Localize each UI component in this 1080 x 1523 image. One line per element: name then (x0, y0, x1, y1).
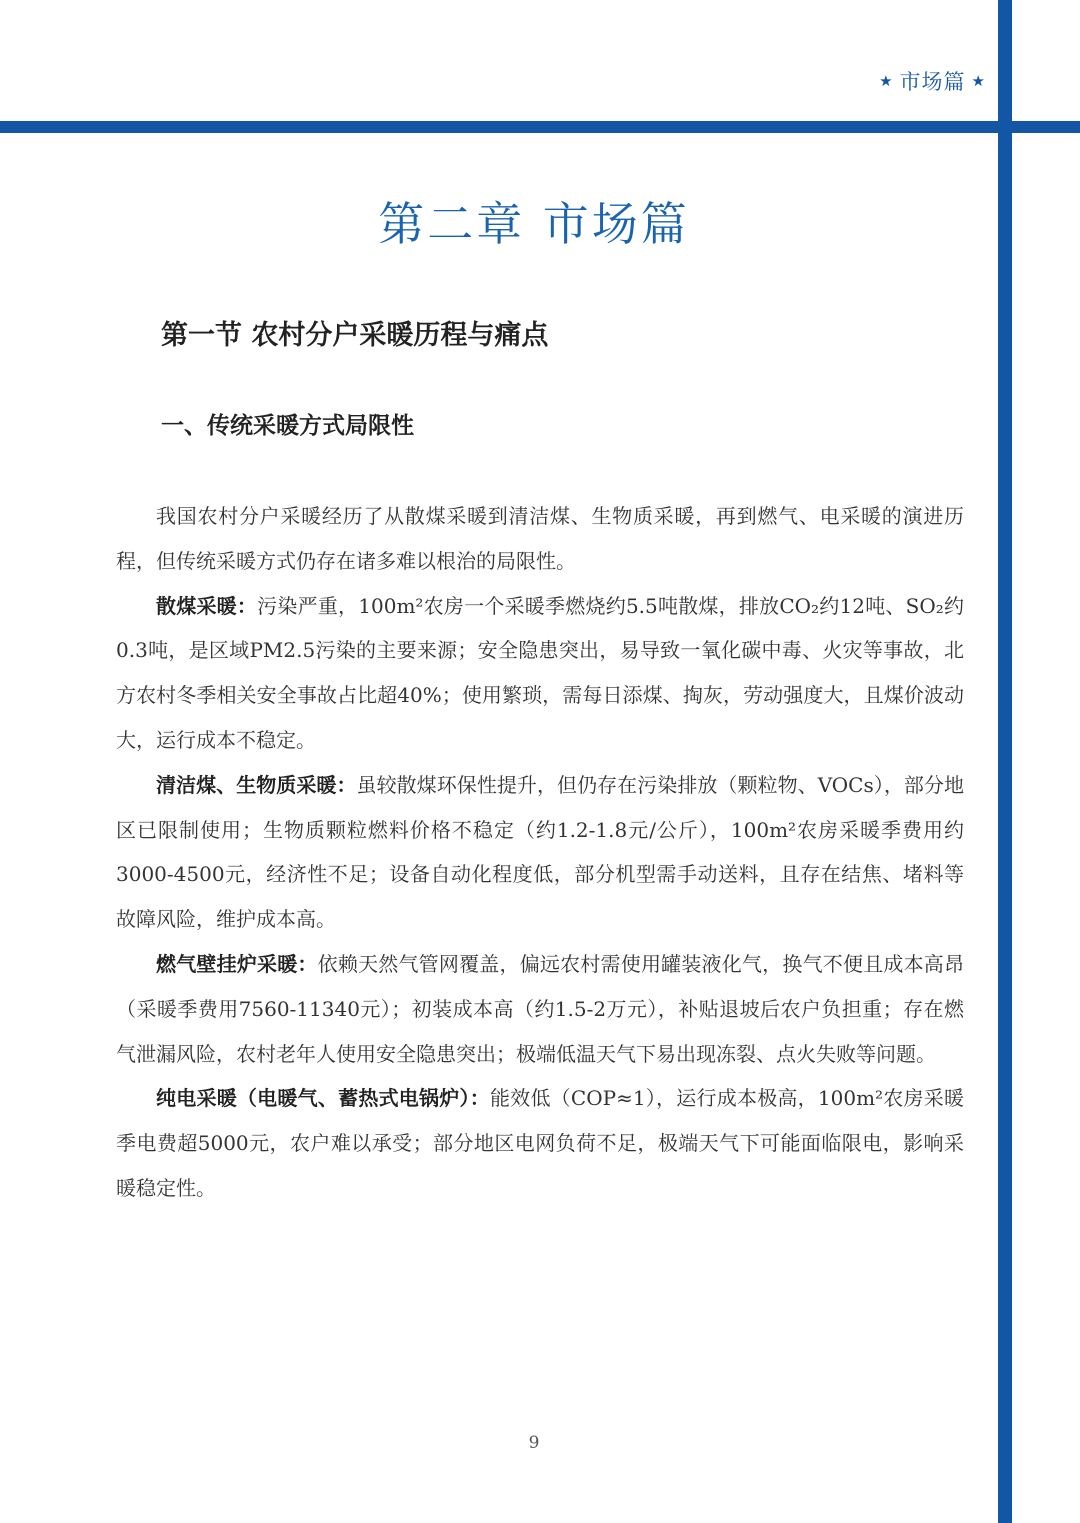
paragraph (116, 1076, 964, 1210)
paragraph (116, 942, 964, 1076)
paragraph-lead: 燃气壁挂炉采暖： (156, 951, 318, 976)
paragraph-text: 依赖天然气管网覆盖，偏远农村需使用罐装液化气，换气不便且成本高昂（采暖季费用7560-11340元）；初装成本高（约1.5-2万元），补贴退坡后农户负担重；存在燃气泄漏风险，农村老年人使用安全隐患突出；极端低温天气下易出现冻裂、点火失败等问题。 (116, 951, 965, 1066)
paragraph (116, 494, 964, 584)
paragraph-text: 能效低（COP≈1），运行成本极高，100m²农房采暖季电费超5000元，农户难以承受；部分地区电网负荷不足，极端天气下可能面临限电，影响采暖稳定性。 (116, 1086, 964, 1200)
paragraph-text: 污染严重，100m²农房一个采暖季燃烧约5.5吨散煤，排放CO₂约12吨、SO₂约0.3吨，是区域PM2.5污染的主要来源；安全隐患突出，易导致一氧化碳中毒、火灾等事故，北方农村冬季相关安全事故占比超40%；使用繁琐，需每日添煤、掏灰，劳动强度大，且煤价波动大，运行成本不稳定。 (116, 593, 964, 752)
paragraph-lead: 清洁煤、生物质采暖： (156, 772, 357, 797)
paragraph-lead: 纯电采暖（电暖气、蓄热式电锅炉）： (156, 1086, 490, 1111)
subsection-title: 一、传统采暖方式局限性 (161, 412, 414, 439)
chapter-title: 第二章 市场篇 (378, 197, 690, 251)
star-icon: ★ (971, 72, 986, 90)
paragraph (116, 584, 964, 763)
running-header-label: 市场篇 (899, 70, 966, 94)
body-text (116, 494, 964, 1211)
section-title: 第一节 农村分户采暖历程与痛点 (161, 320, 549, 351)
paragraph-lead: 散煤采暖： (156, 593, 258, 618)
page-number: 9 (528, 1433, 540, 1453)
paragraph (116, 763, 964, 942)
star-icon: ★ (879, 72, 894, 90)
paragraph-text: 我国农村分户采暖经历了从散煤采暖到清洁煤、生物质采暖，再到燃气、电采暖的演进历程，但传统采暖方式仍存在诸多难以根治的局限性。 (116, 504, 964, 573)
running-header (879, 66, 986, 96)
horizontal-accent-bar (0, 121, 1080, 133)
paragraph-text: 虽较散煤环保性提升，但仍存在污染排放（颗粒物、VOCs），部分地区已限制使用；生物质颗粒燃料价格不稳定（约1.2-1.8元/公斤），100m²农房采暖季费用约3000-4500元，经济性不足；设备自动化程度低，部分机型需手动送料，且存在结焦、堵料等故障风险，维护成本高。 (116, 772, 964, 932)
